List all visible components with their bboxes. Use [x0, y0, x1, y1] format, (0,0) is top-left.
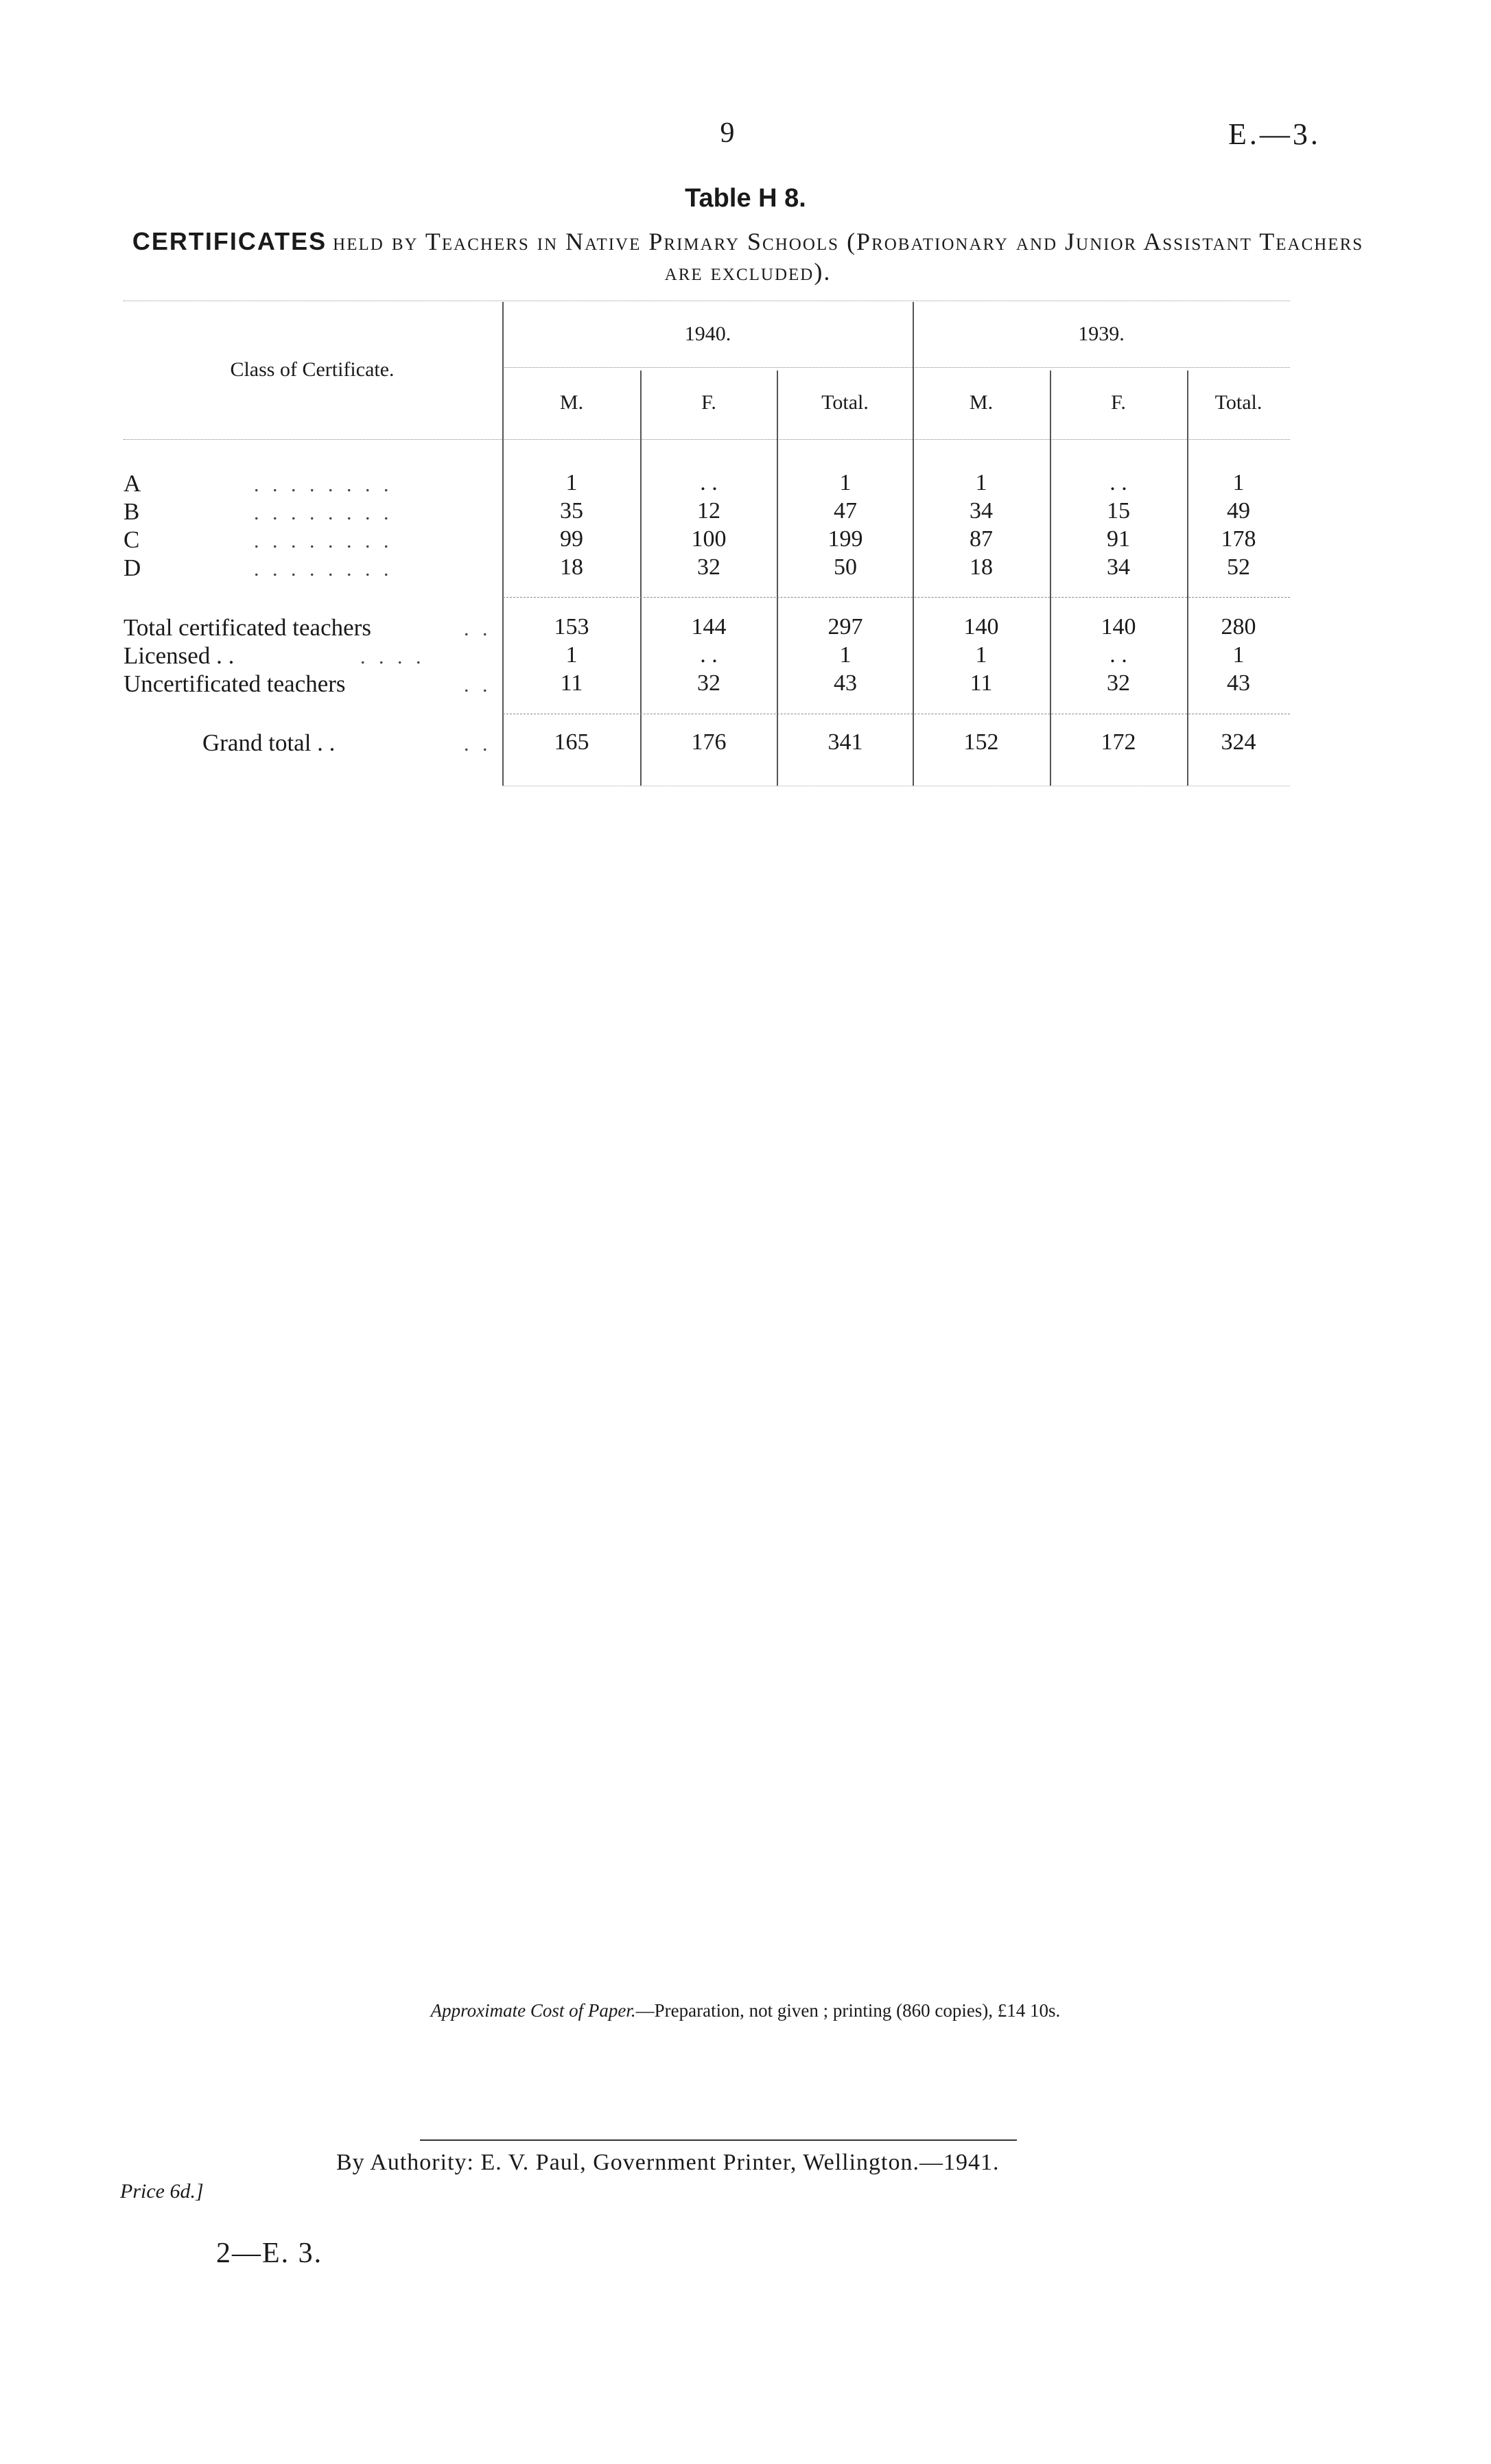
table-cell: 324	[1221, 729, 1256, 755]
table-cell: . .	[1110, 470, 1127, 495]
table-cell: . .	[700, 642, 718, 668]
table-cell: 341	[827, 729, 863, 755]
table-cell: 12	[697, 498, 720, 524]
table-cell: 140	[963, 614, 999, 640]
table-cell: 1	[565, 470, 578, 495]
table-cell: 32	[1107, 670, 1130, 696]
table-cell: 1	[1232, 470, 1245, 495]
column-rule	[1050, 371, 1051, 786]
cost-note	[0, 2000, 1491, 2021]
leader-dots: . .	[464, 733, 492, 755]
table-cell: 1	[1232, 642, 1245, 668]
divider	[420, 2139, 1017, 2141]
table-cell: 11	[560, 670, 583, 696]
row-label: Grand total . .	[202, 729, 336, 756]
price: Price 6d.]	[120, 2180, 204, 2203]
col-header-f-1940: F.	[701, 391, 716, 414]
caption-rest: held by Teachers in Native Primary Schools (Probationary and Junior Assistant Teachers are excluded).	[333, 228, 1364, 285]
table-cell: 87	[970, 526, 993, 552]
leader-dots: . . . . . . . .	[254, 502, 393, 524]
table-cell: 1	[565, 642, 578, 668]
table-cell: 52	[1227, 554, 1250, 580]
row-label: B	[124, 498, 140, 525]
row-label: Licensed . .	[124, 642, 235, 669]
row-label: C	[124, 526, 140, 553]
leader-dots: . .	[464, 674, 492, 696]
table-cell: 172	[1101, 729, 1136, 755]
col-header-total-1939: Total.	[1214, 391, 1263, 414]
table-cell: 11	[970, 670, 993, 696]
signature-mark: 2—E. 3.	[216, 2238, 323, 2269]
document-reference: E.—3.	[1228, 117, 1321, 151]
table-cell: 199	[827, 526, 863, 552]
table-cell: 1	[975, 470, 987, 495]
row-label: Uncertificated teachers	[124, 670, 346, 697]
column-rule	[640, 371, 642, 786]
table-cell: 1	[839, 470, 852, 495]
col-header-f-1939: F.	[1111, 391, 1126, 414]
cost-text: —Preparation, not given ; printing (860 copies), £14 10s.	[635, 2000, 1061, 2021]
table-cell: . .	[700, 470, 718, 495]
leader-dots: . . . . . . . .	[254, 558, 393, 580]
table-cell: 50	[834, 554, 857, 580]
table-cell: 178	[1221, 526, 1256, 552]
col-header-total-1940: Total.	[821, 391, 869, 414]
table-cell: 297	[827, 614, 863, 640]
leader-dots: . .	[464, 618, 492, 640]
table-cell: 152	[963, 729, 999, 755]
table-cell: 176	[691, 729, 727, 755]
year-header-1940: 1940.	[684, 322, 731, 345]
leader-dots: . . . . . . . .	[254, 473, 393, 496]
table-cell: 47	[834, 498, 857, 524]
table-cell: 153	[554, 614, 589, 640]
row-label: D	[124, 554, 141, 581]
col-header-m-1939: M.	[969, 391, 994, 414]
table-cell: 1	[839, 642, 852, 668]
table-cell: 144	[691, 614, 727, 640]
col-header-m-1940: M.	[559, 391, 584, 414]
table-caption	[124, 226, 1372, 287]
table-cell: 32	[697, 554, 720, 580]
table-cell: 35	[560, 498, 583, 524]
table-cell: 280	[1221, 614, 1256, 640]
caption-lead: CERTIFICATES	[132, 227, 327, 255]
table-cell: 32	[697, 670, 720, 696]
column-rule	[777, 371, 778, 786]
leader-dots: . . . . . . . .	[254, 530, 393, 552]
table-cell: 43	[834, 670, 857, 696]
leader-dots: . . . .	[360, 646, 425, 668]
table-cell: 140	[1101, 614, 1136, 640]
table-cell: 18	[970, 554, 993, 580]
table-cell: 91	[1107, 526, 1130, 552]
table-cell: 34	[970, 498, 993, 524]
cost-label: Approximate Cost of Paper.	[430, 2000, 636, 2021]
table-title: Table H 8.	[685, 184, 806, 213]
row-label: Total certificated teachers	[124, 614, 371, 641]
table-cell: 49	[1227, 498, 1250, 524]
printer-authority: By Authority: E. V. Paul, Government Printer, Wellington.—1941.	[336, 2150, 1000, 2175]
table-cell: 43	[1227, 670, 1250, 696]
class-of-certificate-header: Class of Certificate.	[230, 358, 395, 381]
table-cell: 15	[1107, 498, 1130, 524]
page-number: 9	[720, 117, 735, 149]
table-cell: 100	[691, 526, 727, 552]
column-rule	[1187, 371, 1188, 786]
row-label: A	[124, 470, 141, 497]
table-cell: 18	[560, 554, 583, 580]
table-cell: 99	[560, 526, 583, 552]
table-cell: . .	[1110, 642, 1127, 668]
table-cell: 34	[1107, 554, 1130, 580]
table-cell: 165	[554, 729, 589, 755]
table-cell: 1	[975, 642, 987, 668]
year-header-1939: 1939.	[1078, 322, 1125, 345]
